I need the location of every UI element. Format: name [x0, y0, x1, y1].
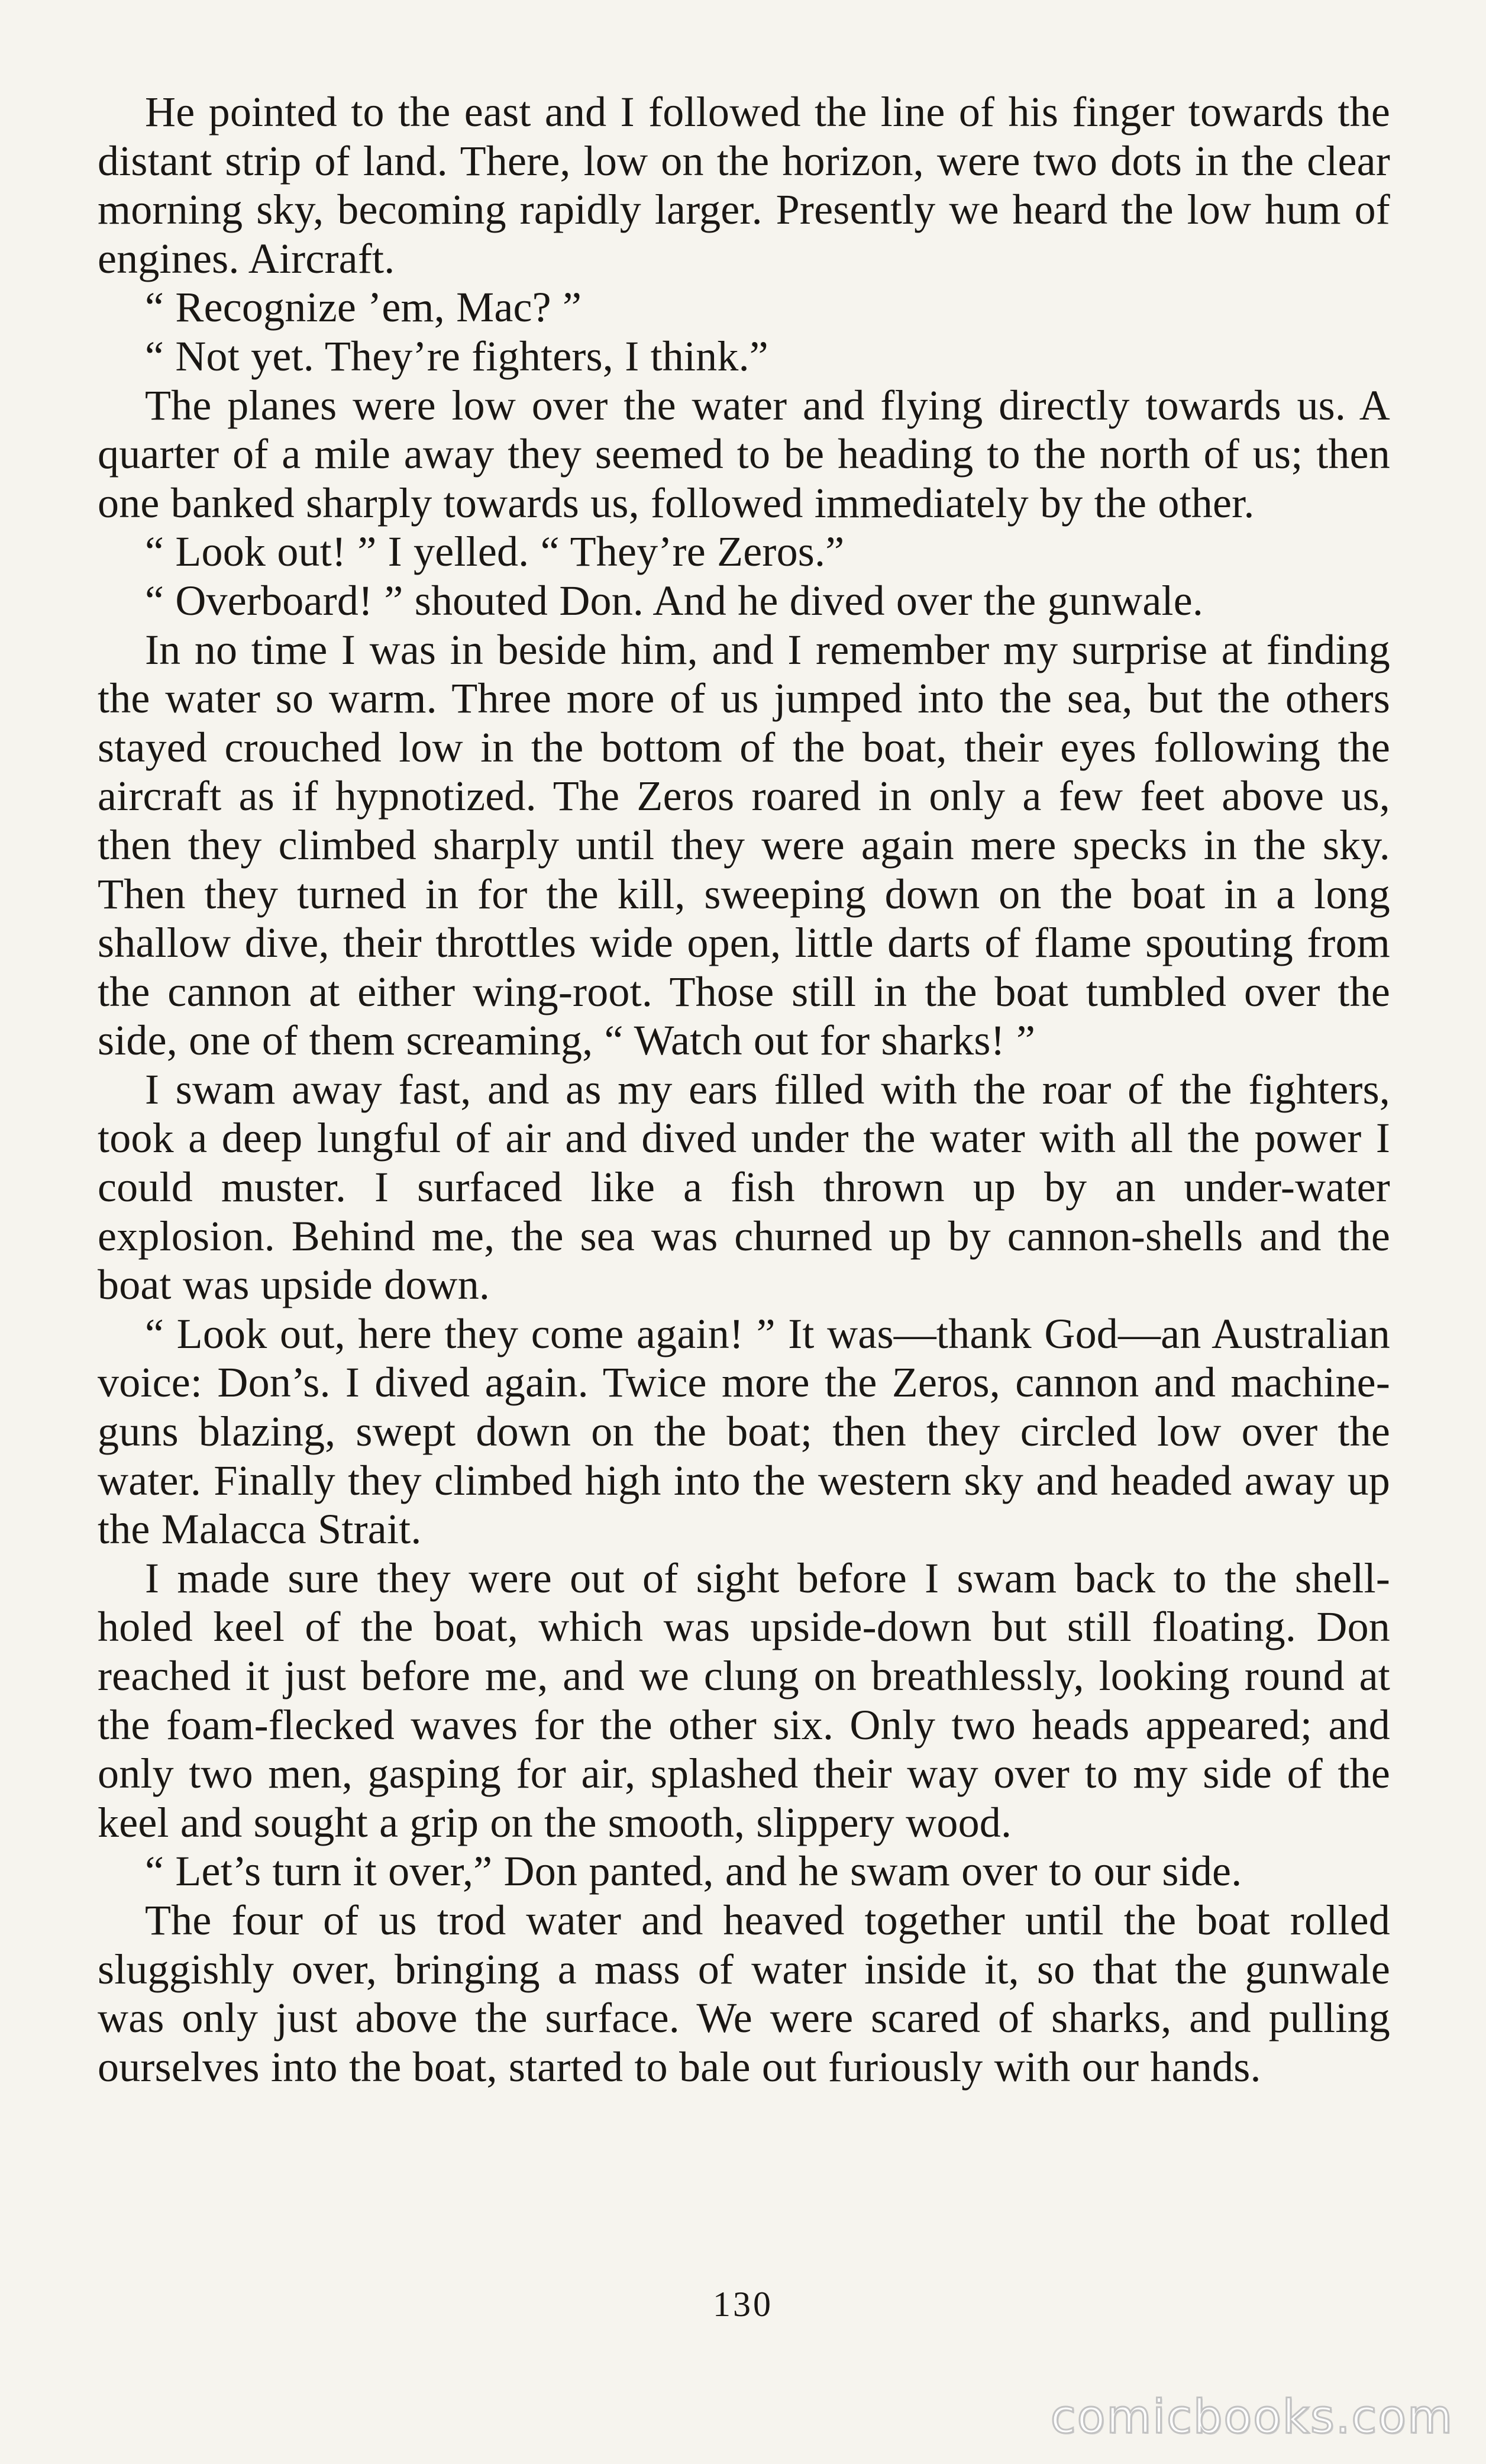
paragraph: “ Overboard! ” shouted Don. And he dived over the gunwale.	[145, 576, 1204, 624]
paragraph: “ Recognize ’em, Mac? ”	[145, 283, 582, 331]
paragraph: I swam away fast, and as my ears filled with the roar of the fighters, took a deep lungful of air and dived under the water with all the power I could muster. I surfaced like a fish thrown up by an under-water explosion. Behind me, the sea was churned up by cannon-shells and the boat was upside down.	[98, 1065, 1390, 1309]
paragraph: “ Look out! ” I yelled. “ They’re Zeros.”	[145, 528, 845, 576]
paragraph: “ Not yet. They’re fighters, I think.”	[145, 332, 768, 380]
page-number: 130	[713, 2285, 773, 2324]
paragraph: The planes were low over the water and flying directly towards us. A quarter of a mile away they seemed to be heading to the north of us; then one banked sharply towards us, followed immediately by the other.	[98, 381, 1390, 527]
paragraph: “ Let’s turn it over,” Don panted, and he swam over to our side.	[145, 1847, 1242, 1895]
paragraph: “ Look out, here they come again! ” It was—thank God—an Australian voice: Don’s. I dived again. Twice more the Zeros, cannon and machine-guns blazing, swept down on the boat; then they circled low over the water. Finally they climbed high into the western sky and headed away up the Malacca Strait.	[98, 1310, 1390, 1553]
watermark: comicbooks.com	[1050, 2391, 1453, 2444]
paragraph: He pointed to the east and I followed the line of his finger towards the distant strip of land. There, low on the horizon, were two dots in the clear morning sky, becoming rapidly larger. Presently we heard the low hum of engines. Aircraft.	[98, 88, 1390, 282]
body-text	[98, 88, 1390, 2091]
paragraph: I made sure they were out of sight before I swam back to the shell-holed keel of the boat, which was upside-down but still floating. Don reached it just before me, and we clung on breathlessly, looking round at the foam-flecked waves for the other six. Only two heads appeared; and only two men, gasping for air, splashed their way over to my side of the keel and sought a grip on the smooth, slippery wood.	[98, 1554, 1390, 1846]
paragraph: In no time I was in beside him, and I remember my surprise at finding the water so warm. Three more of us jumped into the sea, but the others stayed crouched low in the bottom of the boat, their eyes following the aircraft as if hypnotized. The Zeros roared in only a few feet above us, then they climbed sharply until they were again mere specks in the sky. Then they turned in for the kill, sweeping down on the boat in a long shallow dive, their throttles wide open, little darts of flame spouting from the cannon at either wing-root. Those still in the boat tumbled over the side, one of them screaming, “ Watch out for sharks! ”	[98, 625, 1390, 1065]
paragraph: The four of us trod water and heaved together until the boat rolled sluggishly over, bringing a mass of water inside it, so that the gunwale was only just above the surface. We were scared of sharks, and pulling ourselves into the boat, started to bale out furiously with our hands.	[98, 1896, 1390, 2091]
